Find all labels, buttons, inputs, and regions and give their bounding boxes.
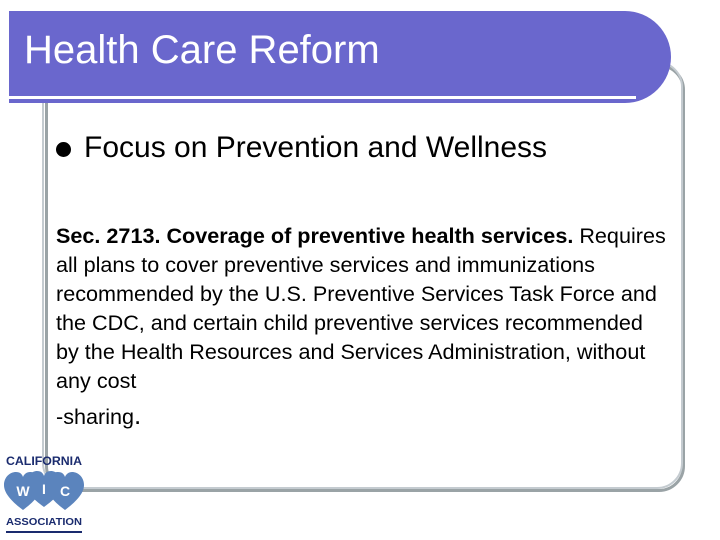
bullet-dot-icon bbox=[56, 142, 71, 157]
logo-letter-c: C bbox=[59, 483, 71, 499]
title-underline bbox=[9, 96, 636, 99]
logo-letter-w: W bbox=[16, 483, 30, 499]
section-body-suffix bbox=[56, 400, 141, 431]
logo-bottom-text: ASSOCIATION bbox=[6, 516, 82, 528]
logo-tagline-rule bbox=[6, 531, 82, 533]
california-wic-association-logo bbox=[3, 452, 85, 538]
bullet-item: Focus on Prevention and Wellness bbox=[84, 131, 548, 164]
section-heading: Sec. 2713. Coverage of preventive health services. bbox=[56, 223, 574, 248]
section-text bbox=[56, 221, 671, 395]
section-body-end: . bbox=[134, 400, 142, 430]
logo-top-text: CALIFORNIA bbox=[6, 456, 82, 468]
logo-letter-i: I bbox=[42, 481, 46, 497]
slide-title: Health Care Reform bbox=[24, 28, 380, 72]
section-body: Requires all plans to cover preventive services and immunizations recommended by the U.S. Preventive Services Task Force and the CDC, and certain child preventive services recommended by the Health Resources and Services Administration, without any cost bbox=[56, 223, 666, 393]
section-body-tail: -sharing bbox=[56, 404, 135, 429]
